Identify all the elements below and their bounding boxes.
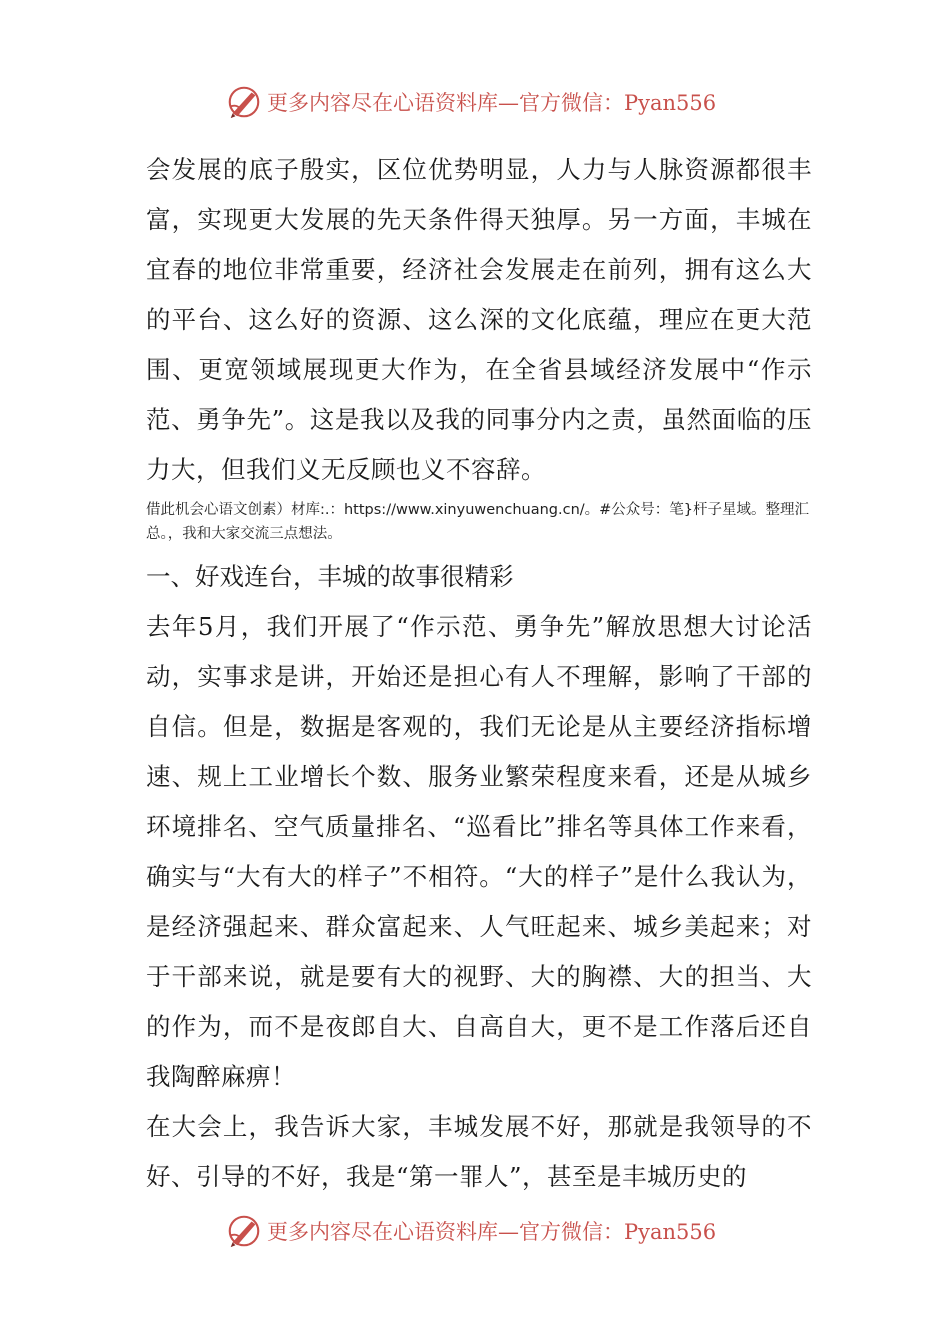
paragraph: 会发展的底子殷实，区位优势明显，人力与人脉资源都很丰富，实现更大发展的先天条件得天独厚。另一方面，丰城在宜春的地位非常重要，经济社会发展走在前列，拥有这么大的平台、这么好的资源、这么深的文化底蕴，理应在更大范围、更宽领域展现更大作为，在全省县域经济发展中“作示范、勇争先”。这是我以及我的同事分内之责，虽然面临的压力大，但我们义无反顾也义不容辞。 (146, 155, 812, 484)
source-note: 借此机会心语文创素）材库:.：https://www.xinyuwenchuang.cn/。#公众号：笔}杆子星域。整理汇总。，我和大家交流三点想法。 (146, 502, 810, 542)
section-heading: 一、好戏连台，丰城的故事很精彩 (146, 562, 514, 591)
footer-banner (225, 1211, 745, 1251)
footer-banner-text: 更多内容尽在心语资料库—官方微信：Pyan556 (267, 1220, 717, 1244)
document-body (146, 145, 812, 1202)
header-banner-text: 更多内容尽在心语资料库—官方微信：Pyan556 (267, 91, 717, 115)
pen-logo-icon (225, 1212, 263, 1250)
header-banner (225, 82, 745, 122)
paragraph: 去年5月，我们开展了“作示范、勇争先”解放思想大讨论活动，实事求是讲，开始还是担心有人不理解，影响了干部的自信。但是，数据是客观的，我们无论是从主要经济指标增速、规上工业增长个数、服务业繁荣程度来看，还是从城乡环境排名、空气质量排名、“巡看比”排名等具体工作来看，确实与“大有大的样子”不相符。“大的样子”是什么我认为，是经济强起来、群众富起来、人气旺起来、城乡美起来；对于干部来说，就是要有大的视野、大的胸襟、大的担当、大的作为，而不是夜郎自大、自高自大，更不是工作落后还自我陶醉麻痹！ (146, 612, 812, 1091)
pen-logo-icon (225, 83, 263, 121)
paragraph: 在大会上，我告诉大家，丰城发展不好，那就是我领导的不好、引导的不好，我是“第一罪人”，甚至是丰城历史的 (146, 1112, 812, 1191)
